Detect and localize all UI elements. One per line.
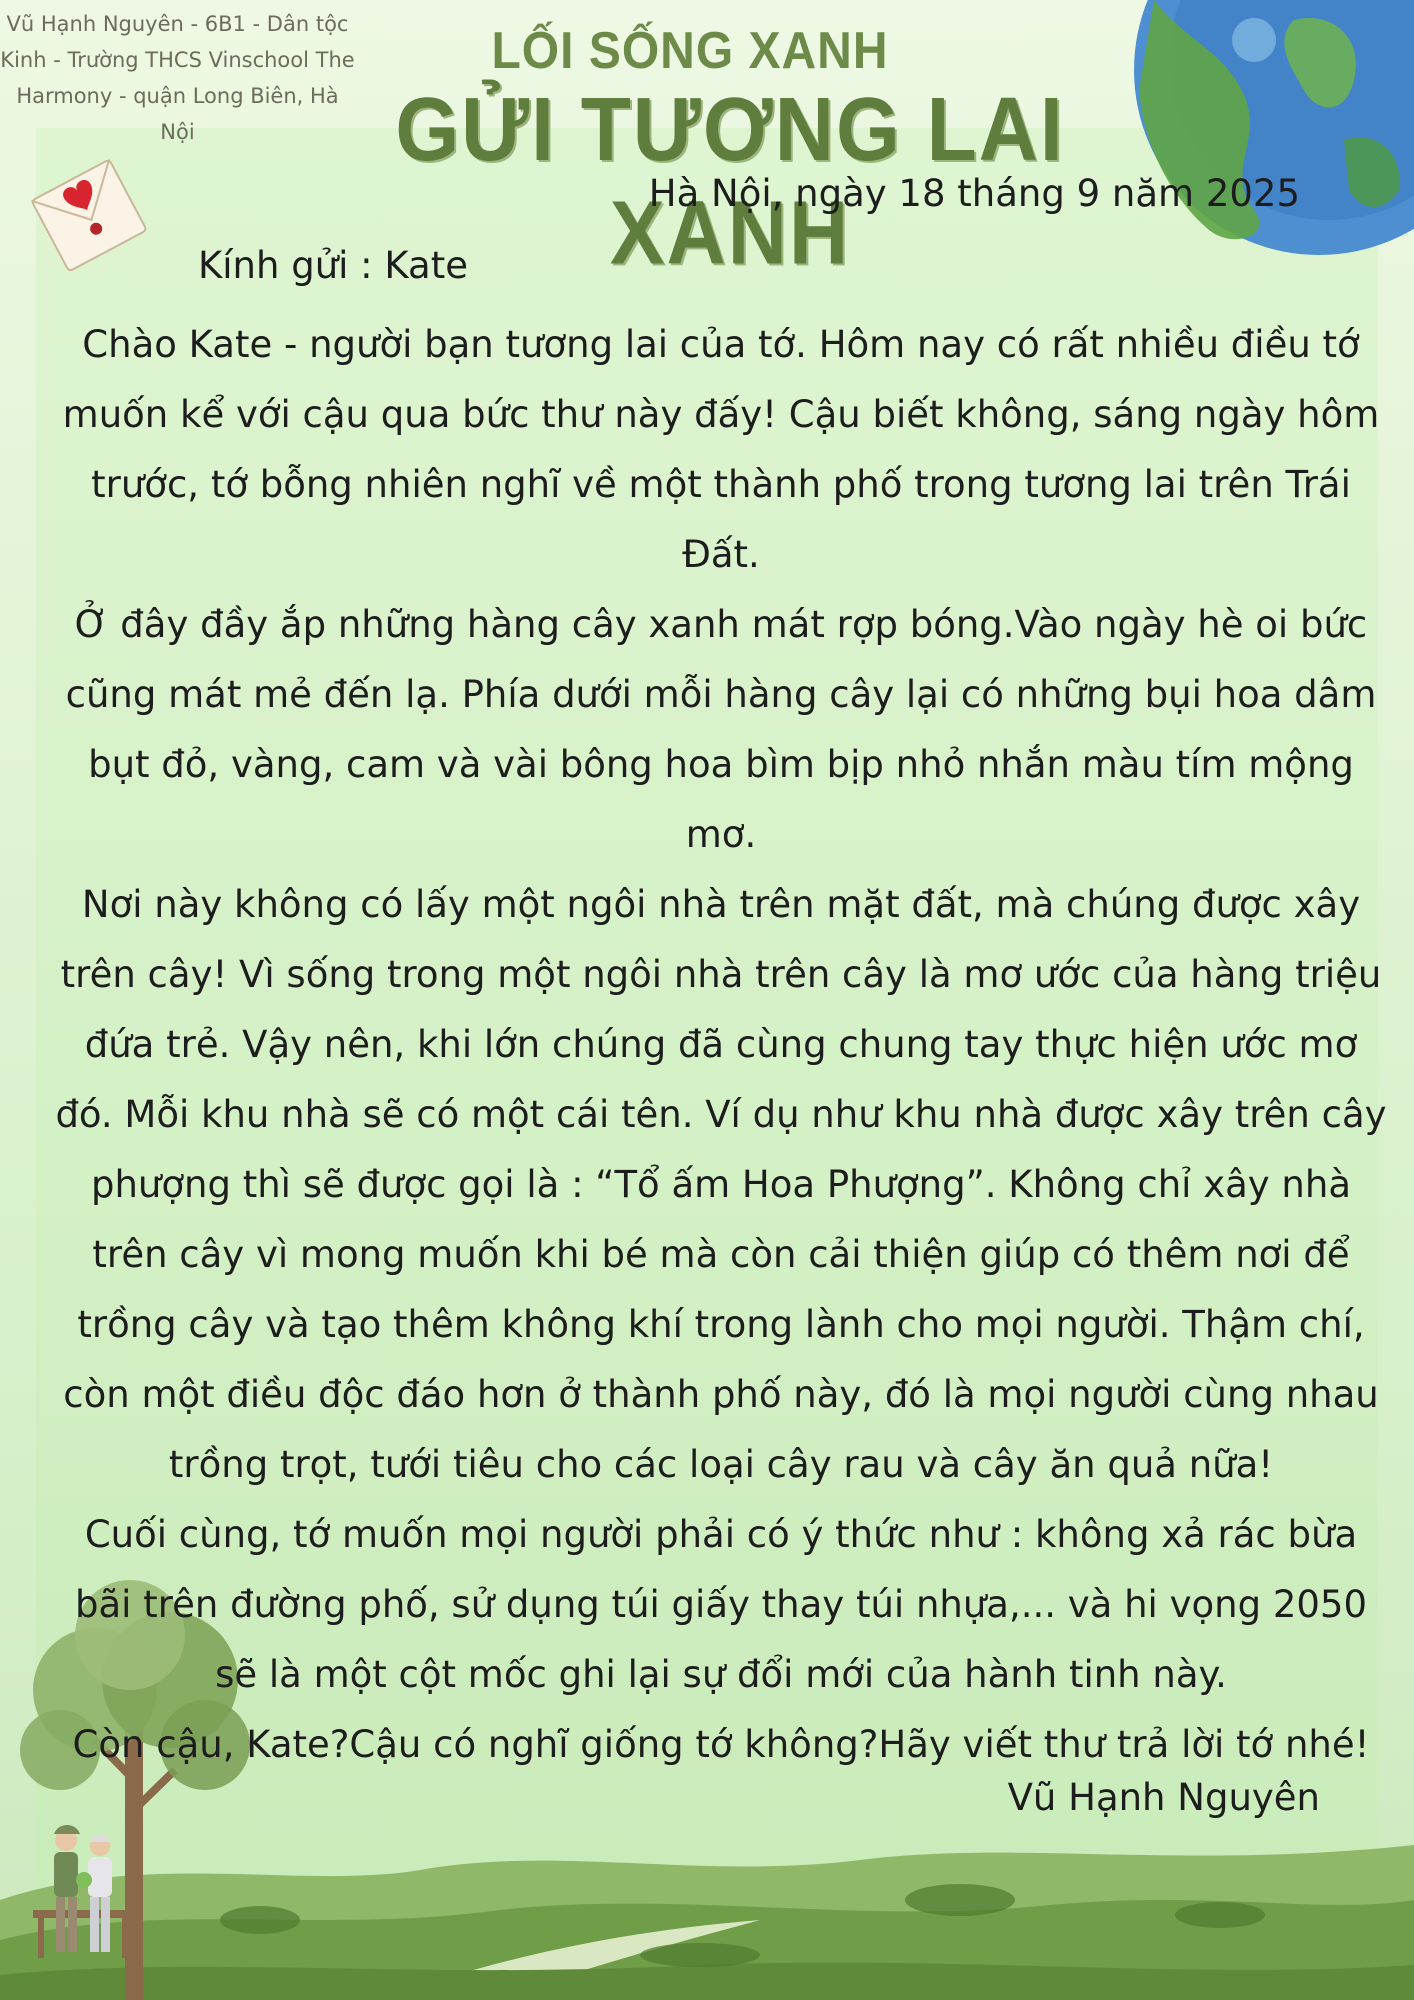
- letter-paragraph: Cuối cùng, tớ muốn mọi người phải có ý thức như : không xả rác bừa bãi trên đường phố, sử dụng túi giấy thay túi nhựa,... và hi vọng 2050 sẽ là một cột mốc ghi lại sự đổi mới của hành tinh này.: [74, 1513, 1367, 1696]
- letter-paragraph: Chào Kate - người bạn tương lai của tớ. Hôm nay có rất nhiều điều tớ muốn kể với cậu qua bức thư này đấy! Cậu biết không, sáng ngày hôm trước, tớ bỗng nhiên nghĩ về một thành phố trong tương lai trên Trái Đất.: [62, 323, 1380, 576]
- letter-date: Hà Nội, ngày 18 tháng 9 năm 2025: [648, 172, 1300, 215]
- letter-closing: Còn cậu, Kate?Cậu có nghĩ giống tớ không?Hãy viết thư trả lời tớ nhé!: [72, 1723, 1370, 1766]
- envelope-heart-icon: [30, 150, 150, 280]
- elderly-couple-illustration: [28, 1810, 138, 1970]
- globe-illustration: [1114, 0, 1414, 260]
- letter-signature: Vũ Hạnh Nguyên: [1007, 1776, 1320, 1819]
- letter-greeting: Kính gửi : Kate: [198, 244, 468, 287]
- letter-paragraph: Nơi này không có lấy một ngôi nhà trên mặt đất, mà chúng được xây trên cây! Vì sống trong một ngôi nhà trên cây là mơ ước của hàng triệu đứa trẻ. Vậy nên, khi lớn chúng đã cùng chung tay thực hiện ước mơ đó. Mỗi khu nhà sẽ có một cái tên. Ví dụ như khu nhà được xây trên cây phượng thì sẽ được gọi là : “Tổ ấm Hoa Phượng”. Không chỉ xây nhà trên cây vì mong muốn khi bé mà còn cải thiện giúp có thêm nơi để trồng cây và tạo thêm không khí trong lành cho mọi người. Thậm chí, còn một điều độc đáo hơn ở thành phố này, đó là mọi người cùng nhau trồng trọt, tưới tiêu cho các loại cây rau và cây ăn quả nữa!: [55, 883, 1387, 1486]
- poster-title: GỬI TƯƠNG LAI XANH: [395, 79, 1065, 284]
- poster-supertitle: LỐI SỐNG XANH: [491, 22, 889, 81]
- letter-paragraph: Ở đây đầy ắp những hàng cây xanh mát rợp bóng.Vào ngày hè oi bức cũng mát mẻ đến lạ. Phía dưới mỗi hàng cây lại có những bụi hoa dâm bụt đỏ, vàng, cam và vài bông hoa bìm bịp nhỏ nhắn màu tím mộng mơ.: [65, 603, 1377, 856]
- letter-body: [52, 310, 1390, 1780]
- author-note: Vũ Hạnh Nguyên - 6B1 - Dân tộc Kinh - Trường THCS Vinschool The Harmony - quận Long Biên, Hà Nội: [0, 12, 355, 144]
